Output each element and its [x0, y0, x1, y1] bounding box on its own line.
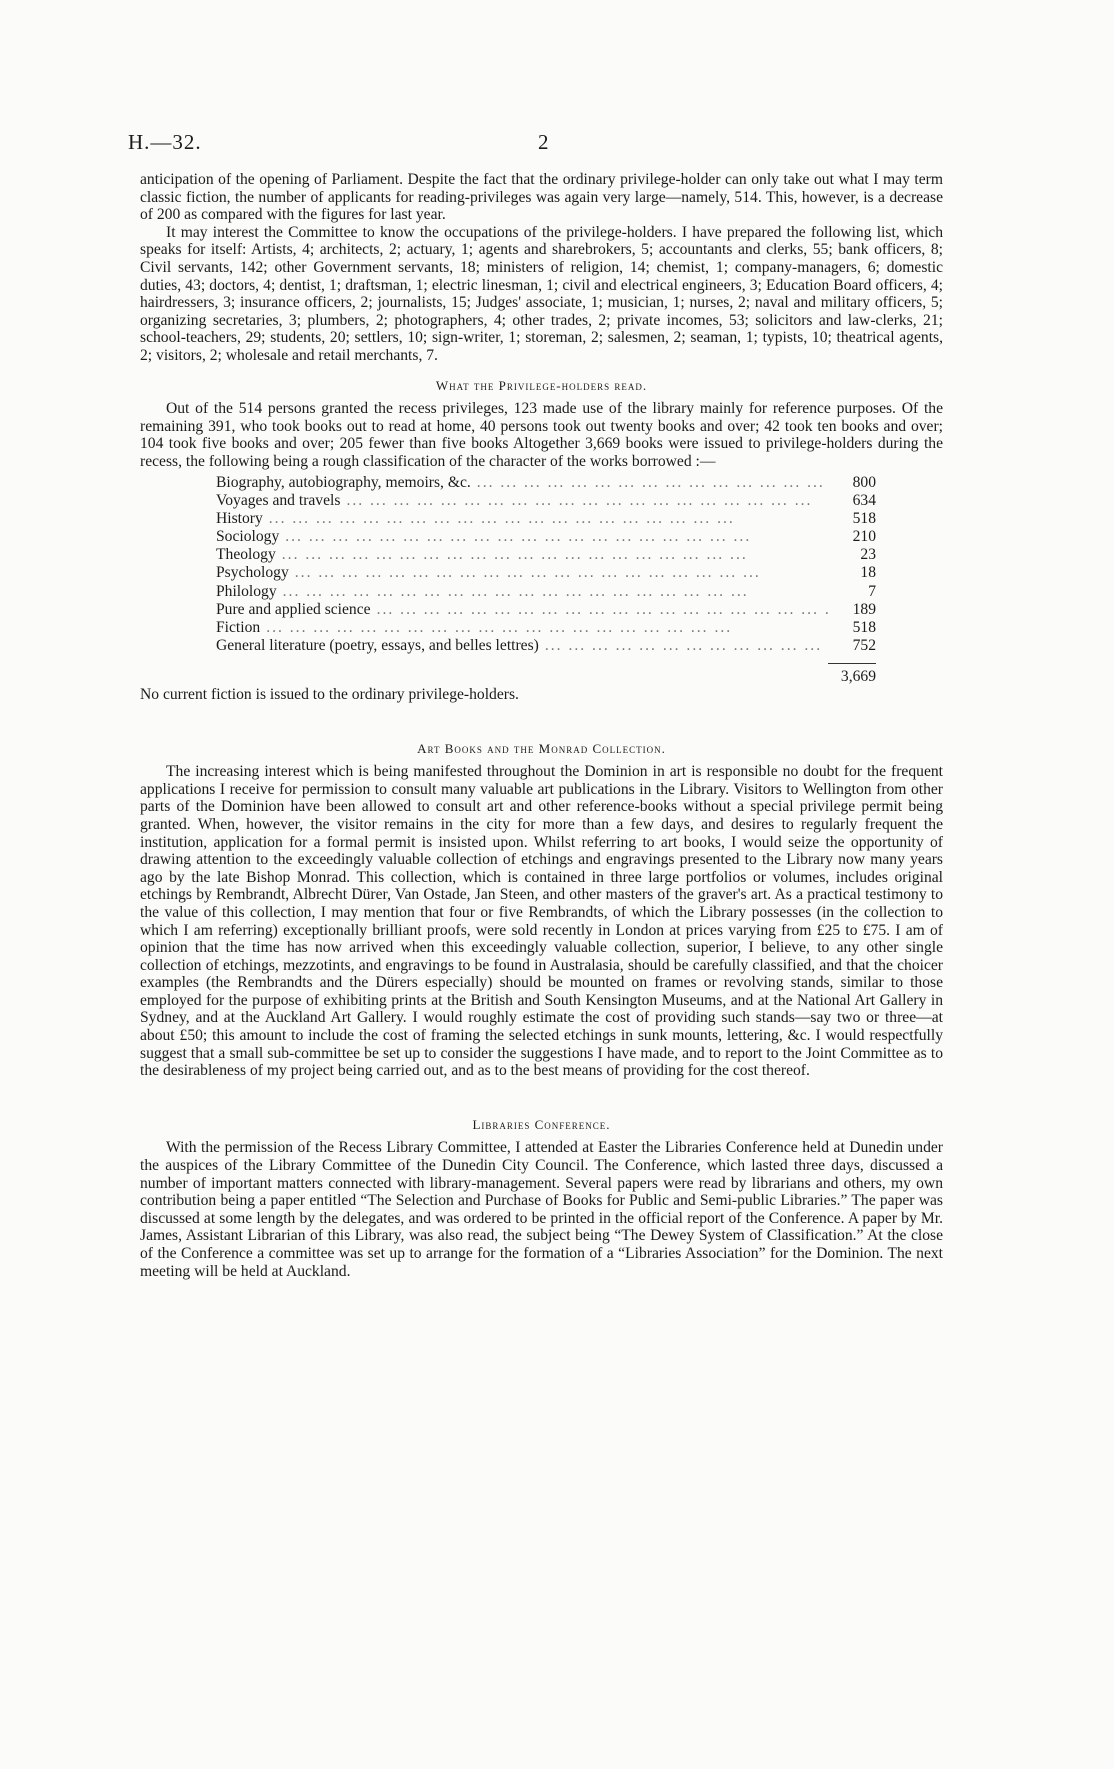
document-reference: H.—32. [128, 130, 202, 154]
page-number: 2 [538, 130, 549, 154]
table-count: 634 [852, 491, 876, 509]
table-category: Sociology [216, 528, 280, 546]
borrowing-classification-table [216, 474, 876, 686]
section-heading-art-books: Art Books and the Monrad Collection. [417, 740, 666, 756]
table-row [216, 564, 876, 582]
table-row [216, 601, 876, 619]
table-category: Psychology [216, 564, 289, 582]
table-row [216, 619, 876, 637]
table-count: 189 [852, 600, 876, 618]
table-row [216, 583, 876, 601]
table-category: Pure and applied science [216, 600, 371, 618]
page-header [128, 130, 968, 160]
table-count: 18 [860, 564, 876, 582]
section-heading-libraries-conference: Libraries Conference. [472, 1116, 611, 1132]
table-row [216, 546, 876, 564]
paragraph-art-books: The increasing interest which is being manifested throughout the Dominion in art is responsible no doubt for the frequent applications I receive for permission to consult many valuable art publications in the Library. Visitors to Wellington from other parts of the Dominion have been allowed to consult art and other reference-books without a special privilege permit being granted. When, however, the visitor remains in the city for more than a few days, and desires to regularly frequent the institution, application for a formal permit is insisted upon. Whilst referring to art books, I would seize the opportunity of drawing attention to the exceedingly valuable collection of etchings and engravings presented to the Library now many years ago by the late Bishop Monrad. This collection, which is contained in three large portfolios or volumes, includes original etchings by Rembrandt, Albrecht Dürer, Van Ostade, Jan Steen, and other masters of the graver's art. As a practical testimony to the value of this collection, I may mention that four or five Rembrandts, of which the Library possesses (in the collection to which I am referring) exceptionally brilliant proofs, were sold recently in London at prices varying from £25 to £75. I am of opinion that the time has now arrived when this exceedingly valuable collection, superior, I believe, to any other single collection of etchings, mezzotints, and engravings to be found in Australasia, should be carefully classified, and that the choicer examples (the Rembrandts and the Dürers especially) should be mounted on frames or revolving stands, similar to those employed for the purpose of exhibiting prints at the British and South Kensington Museums, and at the National Art Gallery in Sydney, and at the Auckland Art Gallery. I would roughly estimate the cost of providing such stands—say two or three—at about £50; this amount to include the cost of framing the selected etchings in sunk mounts, lettering, &c. I would respectfully suggest that a small sub-committee be set up to consider the suggestions I have made, and to report to the Joint Committee as to the desirableness of my project being carried out, and as to the best means of providing for the cost thereof. [140, 763, 943, 1080]
table-row [216, 637, 876, 655]
table-count: 210 [852, 528, 876, 546]
paragraph-continuation: anticipation of the opening of Parliament. Despite the fact that the ordinary privilege-holder can only take out what I may term classic fiction, the number of applicants for reading-privileges was again very large—namely, 514. This, however, is a decrease of 200 as compared with the figures for last year. [140, 171, 943, 224]
table-row [216, 528, 876, 546]
table-row [216, 510, 876, 528]
table-count: 518 [852, 509, 876, 527]
paragraph-privilege-holders-read: Out of the 514 persons granted the recess privileges, 123 made use of the library mainly for reference purposes. Of the remaining 391, who took books out to read at home, 40 persons took out twenty books and over; 42 took ten books and over; 104 took five books and over; 205 fewer than five books Altogether 3,669 books were issued to privilege-holders during the recess, the following being a rough classification of the character of the works borrowed :— [140, 400, 943, 470]
table-category: Biography, autobiography, memoirs, &c. [216, 473, 471, 491]
table-count: 752 [852, 637, 876, 655]
table-category: Theology [216, 546, 276, 564]
fiction-note: No current fiction is issued to the ordinary privilege-holders. [140, 685, 519, 703]
table-category: Voyages and travels [216, 491, 341, 509]
table-total: 3,669 [828, 663, 876, 686]
paragraph-libraries-conference: With the permission of the Recess Library Committee, I attended at Easter the Libraries Conference held at Dunedin under the auspices of the Library Committee of the Dunedin City Council. The Conference, which lasted three days, discussed a number of important matters connected with library-management. Several papers were read by librarians and others, my own contribution being a paper entitled “The Selection and Purchase of Books for Public and Semi-public Libraries.” The paper was discussed at some length by the delegates, and was ordered to be printed in the official report of the Conference. A paper by Mr. James, Assistant Librarian of this Library, was also read, the subject being “The Dewey System of Classification.” At the close of the Conference a committee was set up to arrange for the formation of a “Libraries Association” for the Dominion. The next meeting will be held at Auckland. [140, 1139, 943, 1280]
table-category: History [216, 509, 263, 527]
table-count: 23 [860, 546, 876, 564]
paragraph-occupations: It may interest the Committee to know the occupations of the privilege-holders. I have prepared the following list, which speaks for itself: Artists, 4; architects, 2; actuary, 1; agents and sharebrokers, 5; accountants and clerks, 55; bank officers, 8; Civil servants, 142; other Government servants, 18; ministers of religion, 14; chemist, 1; company-managers, 6; domestic duties, 43; doctors, 4; dentist, 1; draftsman, 1; electric linesman, 1; civil and electrical engineers, 3; Education Board officers, 4; hairdressers, 3; insurance officers, 2; journalists, 15; Judges' associate, 1; musician, 1; nurses, 2; naval and military officers, 5; organizing secretaries, 3; plumbers, 2; photographers, 4; other trades, 2; private incomes, 53; solicitors and law-clerks, 21; school-teachers, 29; students, 20; settlers, 10; sign-writer, 1; storeman, 2; salesmen, 2; seaman, 1; typists, 10; theatrical agents, 2; visitors, 2; wholesale and retail merchants, 7. [140, 223, 943, 364]
table-total-row [216, 663, 876, 686]
table-count: 7 [868, 582, 876, 600]
section-heading-privilege-holders-read: What the Privilege-holders read. [435, 377, 648, 393]
table-category: Fiction [216, 619, 261, 636]
table-count: 800 [852, 473, 876, 491]
table-row [216, 474, 876, 492]
table-category: Philology [216, 582, 277, 600]
table-count: 518 [852, 619, 876, 636]
table-category: General literature (poetry, essays, and belles lettres) [216, 637, 539, 655]
document-body [140, 171, 943, 1280]
table-row [216, 492, 876, 510]
